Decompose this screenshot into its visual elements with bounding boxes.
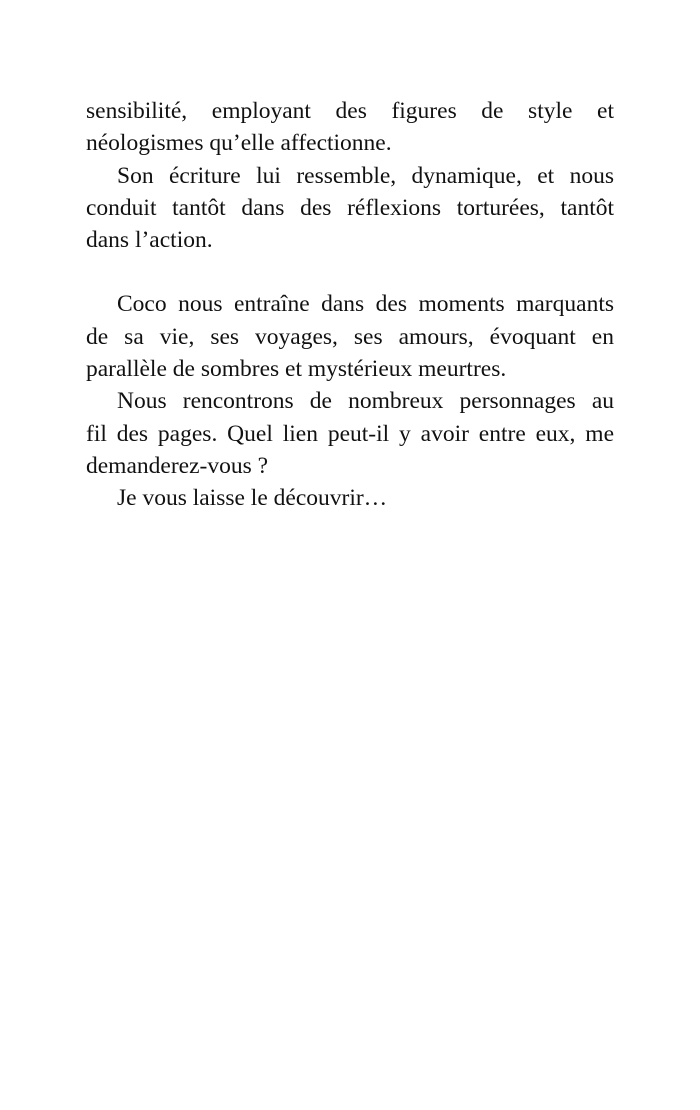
page-body [86, 95, 614, 515]
text-line: Coco nous entraîne dans des moments marquants [117, 291, 614, 318]
text-line: conduit tantôt dans des réflexions torturées, tantôt [86, 194, 614, 221]
text-line: néologismes qu’elle affectionne. [86, 130, 392, 157]
text-line: parallèle de sombres et mystérieux meurtres. [86, 356, 507, 383]
text-line: demanderez-vous ? [86, 452, 269, 479]
text-line: fil des pages. Quel lien peut-il y avoir entre eux, me [86, 420, 614, 447]
text-line: Je vous laisse le découvrir… [117, 485, 388, 512]
text-line: sensibilité, employant des figures de style et [86, 98, 614, 124]
text-line: Nous rencontrons de nombreux personnages au [117, 388, 614, 415]
text-line: de sa vie, ses voyages, ses amours, évoquant en [86, 323, 614, 350]
text-line: dans l’action. [86, 227, 213, 254]
text-line: Son écriture lui ressemble, dynamique, et nous [117, 162, 614, 189]
